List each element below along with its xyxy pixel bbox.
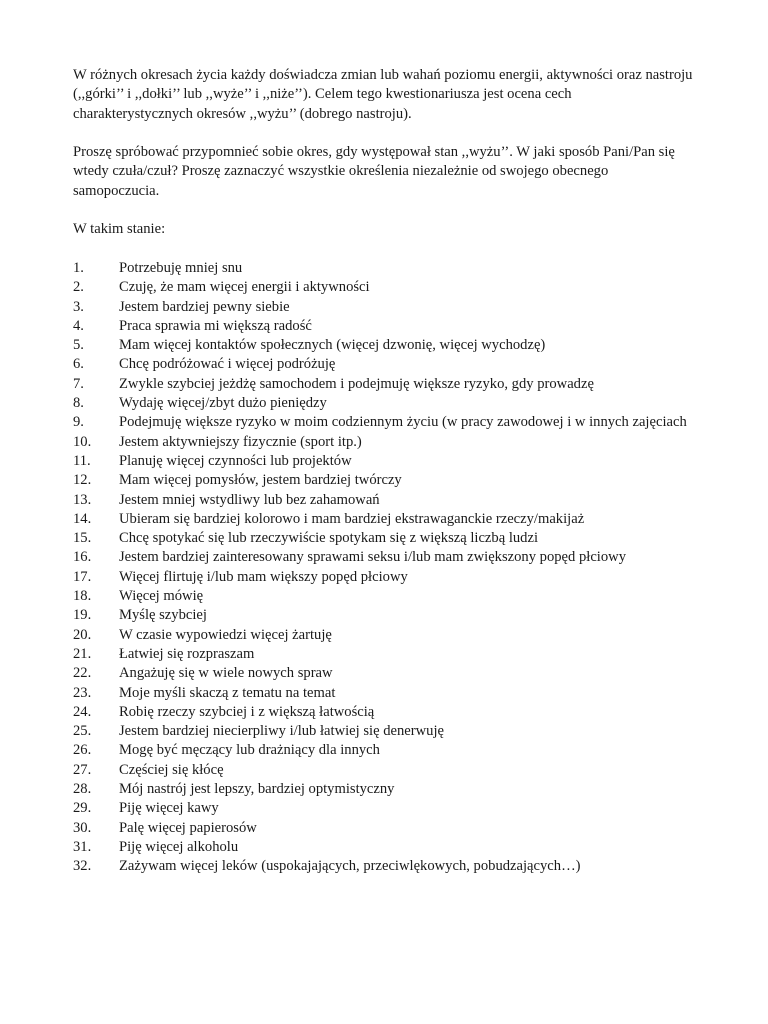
questionnaire-list: [73, 259, 695, 877]
item-text: Jestem bardziej niecierpliwy i/lub łatwiej się denerwuję: [119, 723, 445, 740]
list-item: [73, 375, 695, 394]
item-number: 14.: [73, 510, 92, 527]
item-number: 8.: [73, 395, 84, 412]
list-item: [73, 394, 695, 413]
item-number: 29.: [73, 800, 92, 817]
list-item: [73, 510, 695, 529]
item-text: Jestem bardziej pewny siebie: [119, 298, 290, 315]
spacer: [73, 124, 695, 143]
item-text: Łatwiej się rozpraszam: [119, 645, 255, 662]
item-text: Zażywam więcej leków (uspokajających, przeciwlękowych, pobudzających…): [119, 858, 581, 875]
item-number: 15.: [73, 530, 92, 547]
list-item: [73, 529, 695, 548]
list-item: [73, 259, 695, 278]
list-item: [73, 780, 695, 799]
item-number: 7.: [73, 375, 84, 392]
list-item: [73, 684, 695, 703]
item-number: 3.: [73, 298, 84, 315]
item-text: Zwykle szybciej jeżdżę samochodem i podejmuję większe ryzyko, gdy prowadzę: [119, 375, 594, 392]
item-number: 28.: [73, 780, 92, 797]
item-number: 6.: [73, 356, 84, 373]
list-item: [73, 336, 695, 355]
item-number: 17.: [73, 568, 92, 585]
list-item: [73, 452, 695, 471]
item-text: Czuję, że mam więcej energii i aktywności: [119, 279, 370, 296]
item-text: Ubieram się bardziej kolorowo i mam bardziej ekstrawaganckie rzeczy/makijaż: [119, 510, 585, 527]
item-number: 26.: [73, 742, 92, 759]
item-number: 19.: [73, 607, 92, 624]
list-item: [73, 548, 695, 567]
list-item: [73, 587, 695, 606]
item-number: 18.: [73, 588, 92, 605]
item-number: 16.: [73, 549, 92, 566]
item-text: Jestem mniej wstydliwy lub bez zahamowań: [119, 491, 380, 508]
item-text: Jestem aktywniejszy fizycznie (sport itp.): [119, 433, 362, 450]
spacer: [73, 201, 695, 220]
list-item: [73, 838, 695, 857]
item-text: Częściej się kłócę: [119, 761, 224, 778]
list-item: [73, 626, 695, 645]
list-item: [73, 799, 695, 818]
list-item: [73, 606, 695, 625]
list-item: [73, 819, 695, 838]
item-text: Praca sprawia mi większą radość: [119, 317, 312, 334]
instruction-paragraph: Proszę spróbować przypomnieć sobie okres, gdy występował stan ,,wyżu’’. W jaki sposób Pani/Pan się wtedy czuła/czuł? Proszę zaznaczyć wszystkie określenia niezależnie od swojego obecnego samopoczucia.: [73, 144, 675, 199]
item-number: 11.: [73, 452, 91, 469]
list-item: [73, 722, 695, 741]
item-number: 10.: [73, 433, 92, 450]
item-number: 32.: [73, 858, 92, 875]
item-number: 5.: [73, 337, 84, 354]
list-item: [73, 664, 695, 683]
item-number: 22.: [73, 665, 92, 682]
item-text: Chcę podróżować i więcej podróżuję: [119, 356, 336, 373]
item-number: 27.: [73, 761, 92, 778]
item-text: Piję więcej alkoholu: [119, 838, 239, 855]
item-number: 2.: [73, 279, 84, 296]
item-text: Piję więcej kawy: [119, 800, 219, 817]
item-text: Chcę spotykać się lub rzeczywiście spotykam się z większą liczbą ludzi: [119, 530, 539, 547]
item-text: Palę więcej papierosów: [119, 819, 257, 836]
item-text: Angażuję się w wiele nowych spraw: [119, 665, 333, 682]
list-item: [73, 741, 695, 760]
item-text: Potrzebuję mniej snu: [119, 259, 243, 276]
list-item: [73, 317, 695, 336]
item-number: 25.: [73, 723, 92, 740]
item-text: Mogę być męczący lub drażniący dla innych: [119, 742, 380, 759]
list-item: [73, 355, 695, 374]
item-text: Planuję więcej czynności lub projektów: [119, 452, 352, 469]
list-item: [73, 761, 695, 780]
document-page: [73, 66, 695, 876]
list-item: [73, 568, 695, 587]
list-item: [73, 703, 695, 722]
list-item: [73, 491, 695, 510]
item-text: Myślę szybciej: [119, 607, 207, 624]
item-text: Robię rzeczy szybciej i z większą łatwością: [119, 703, 375, 720]
item-number: 13.: [73, 491, 92, 508]
item-number: 1.: [73, 259, 84, 276]
item-number: 9.: [73, 414, 84, 431]
item-number: 23.: [73, 684, 92, 701]
item-text: Mam więcej kontaktów społecznych (więcej dzwonię, więcej wychodzę): [119, 337, 546, 354]
item-text: Jestem bardziej zainteresowany sprawami seksu i/lub mam zwiększony popęd płciowy: [119, 549, 626, 566]
list-item: [73, 278, 695, 297]
item-number: 24.: [73, 703, 92, 720]
item-number: 20.: [73, 626, 92, 643]
item-text: Więcej flirtuję i/lub mam większy popęd płciowy: [119, 568, 408, 585]
item-number: 31.: [73, 838, 92, 855]
item-text: Podejmuję większe ryzyko w moim codziennym życiu (w pracy zawodowej i w innych zajęciach: [119, 414, 687, 431]
item-text: Moje myśli skaczą z tematu na temat: [119, 684, 336, 701]
item-number: 12.: [73, 472, 92, 489]
list-item: [73, 857, 695, 876]
list-item: [73, 298, 695, 317]
item-text: Mam więcej pomysłów, jestem bardziej twórczy: [119, 472, 402, 489]
spacer: [73, 240, 695, 259]
list-lead-in: W takim stanie:: [73, 221, 166, 238]
item-number: 4.: [73, 317, 84, 334]
list-item: [73, 645, 695, 664]
item-text: Mój nastrój jest lepszy, bardziej optymistyczny: [119, 780, 395, 797]
item-text: W czasie wypowiedzi więcej żartuję: [119, 626, 332, 643]
item-text: Więcej mówię: [119, 588, 204, 605]
list-item: [73, 413, 695, 432]
item-text: Wydaję więcej/zbyt dużo pieniędzy: [119, 395, 327, 412]
list-item: [73, 471, 695, 490]
intro-paragraph: W różnych okresach życia każdy doświadcza zmian lub wahań poziomu energii, aktywności oraz nastroju (,,górki’’ i ,,dołki’’ lub ,,wyże’’ i ,,niże’’). Celem tego kwestionariusza jest ocena cech charakterystycznych okresów ,,wyżu’’ (dobrego nastroju).: [73, 67, 693, 122]
item-number: 21.: [73, 645, 92, 662]
item-number: 30.: [73, 819, 92, 836]
list-item: [73, 433, 695, 452]
